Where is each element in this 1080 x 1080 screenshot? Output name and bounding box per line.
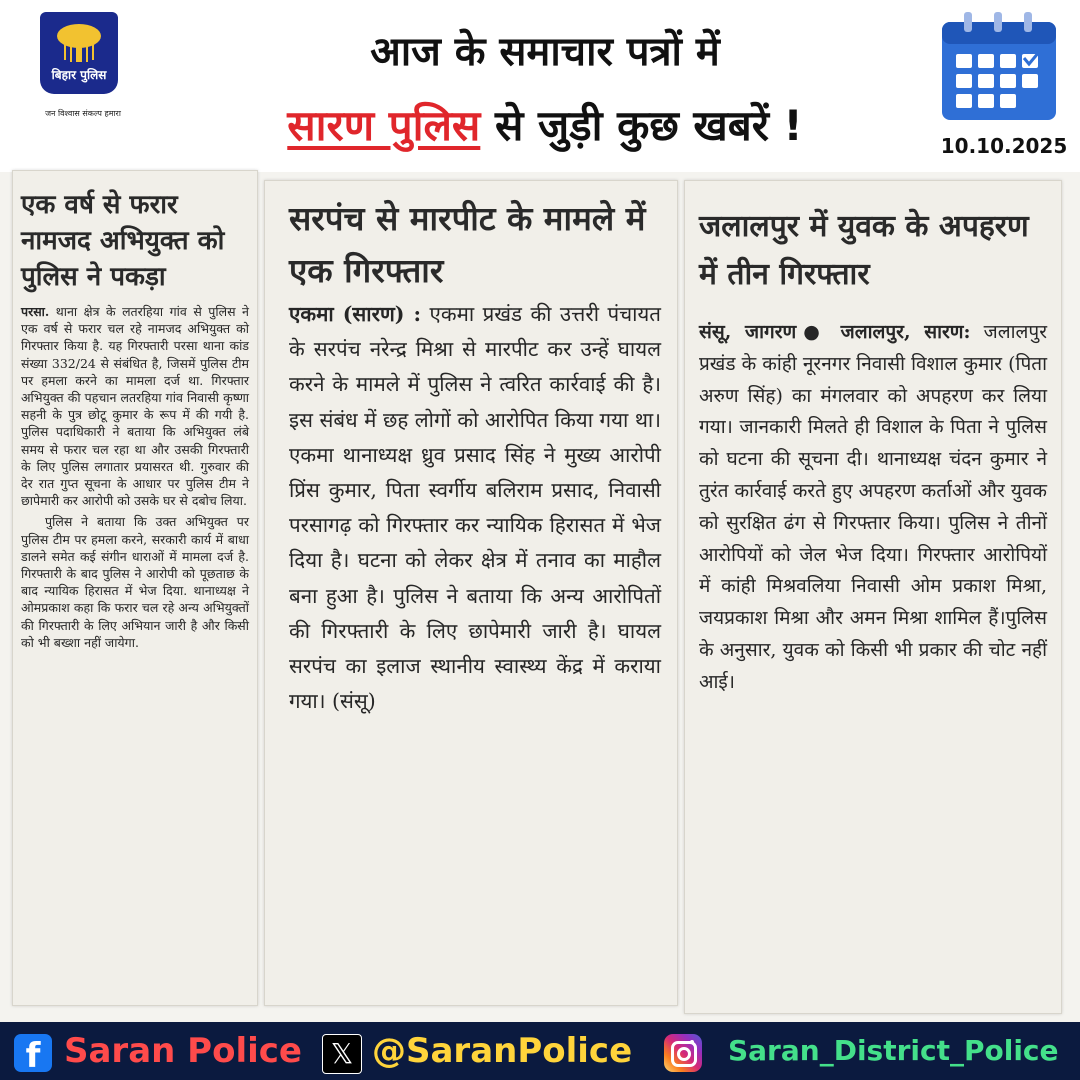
- clipping-2-dateline: एकमा (सारण) :: [289, 302, 422, 326]
- facebook-label[interactable]: Saran Police: [64, 1031, 302, 1071]
- instagram-icon[interactable]: [664, 1034, 702, 1072]
- clipping-1-dateline: परसा.: [21, 304, 50, 319]
- clipping-2-body: [289, 297, 661, 719]
- x-handle[interactable]: @SaranPolice: [372, 1031, 633, 1071]
- clipping-2-headline: सरपंच से मारपीट के मामले में एक गिरफ्तार: [289, 199, 646, 290]
- title-highlight: सारण पुलिस: [287, 101, 481, 150]
- page-title-line2: [200, 96, 890, 153]
- clipping-3-text: जलालपुर प्रखंड के कांही नूरनगर निवासी विशाल कुमार (पिता अरुण सिंह) का मंगलवार को अपहरण कर लिया गया। जानकारी मिलते ही विशाल के पिता ने पुलिस को घटना की सूचना दी। थानाध्यक्ष चंदन कुमार ने तुरंत कार्रवाई करते हुए अपहरण कर्ताओं और युवक को सुरक्षित ढंग से गिरफ्तार किया। पुलिस ने तीनों आरोपियों को जेल भेज दिया। गिरफ्तार आरोपियों में कांही मिश्रवलिया निवासी ओम प्रकाश मिश्रा, जयप्रकाश मिश्रा और अमन मिश्रा शामिल हैं।पुलिस के अनुसार, युवक को किसी भी प्रकार की चोट नहीं आई।: [699, 321, 1048, 693]
- footer-social-bar: [0, 1022, 1080, 1080]
- page-title-line1: आज के समाचार पत्रों में: [370, 29, 720, 75]
- calendar-icon: [934, 10, 1064, 122]
- banyan-tree-icon: [54, 22, 104, 64]
- clipping-3-dateline: संसू, जागरण● जलालपुर, सारण:: [699, 321, 971, 343]
- news-clipping-1: [12, 170, 258, 1006]
- header: [0, 0, 1080, 172]
- x-logo-icon[interactable]: 𝕏: [322, 1034, 362, 1074]
- clipping-3-headline: जलालपुर में युवक के अपहरण में तीन गिरफ्तार: [699, 209, 1029, 292]
- bihar-police-logo: [40, 12, 118, 94]
- tagline: जन विश्वास संकल्प हमारा: [45, 109, 121, 118]
- clipping-1-text-1: थाना क्षेत्र के लतरहिया गांव से पुलिस ने एक वर्ष से फरार चल रहे नामजद अभियुक्त को गिरफ्तार किया है. यह गिरफ्तारी परसा थाना कांड संख्या 332/24 से संबंधित है, जिसमें पुलिस टीम पर हमला करने का मामला दर्ज था. गिरफ्तार अभियुक्त की पहचान लतरहिया गांव निवासी कृष्णा सहनी के पुत्र छोटू कुमार के रूप में की गयी है. पुलिस पदाधिकारी ने बताया कि अभियुक्त लंबे समय से फरार चल रहा था और उसकी गिरफ्तारी के लिए पुलिस लगातार प्रयासरत थी. गुरुवार की देर रात गुप्त सूचना के आधार पर पुलिस टीम ने छापेमारी कर आरोपी को उसके घर से दबोच लिया.: [21, 304, 249, 509]
- news-clipping-2: [264, 180, 678, 1006]
- clipping-1-paragraph-1: [21, 303, 249, 509]
- date: 10.10.2025: [940, 134, 1068, 158]
- clipping-1-headline: एक वर्ष से फरार नामजद अभियुक्त को पुलिस ने पकड़ा: [21, 190, 225, 292]
- news-clipping-3: [684, 180, 1062, 1014]
- clipping-1-paragraph-2: पुलिस ने बताया कि उक्त अभियुक्त पर पुलिस टीम पर हमला करने, सरकारी कार्य में बाधा डालने समेत कई संगीन धाराओं में मामला दर्ज है. गिरफ्तारी के बाद पुलिस ने आरोपी को पूछताछ के बाद न्यायिक हिरासत में भेज दिया. थानाध्यक्ष ने ओमप्रकाश कहा कि फरार चल रहे अन्य अभियुक्तों की गिरफ्तारी के लिए अभियान जारी है और किसी को भी बख्शा नहीं जायेगा.: [21, 514, 249, 650]
- clipping-3-body: [699, 317, 1047, 699]
- facebook-icon[interactable]: f: [14, 1034, 52, 1072]
- clipping-2-text: एकमा प्रखंड की उत्तरी पंचायत के सरपंच नरेन्द्र मिश्रा से मारपीट कर उन्हें घायल करने के मामले में पुलिस ने त्वरित कार्रवाई की है। इस संबंध में छह लोगों को आरोपित किया गया था। एकमा थानाध्यक्ष ध्रुव प्रसाद सिंह ने मुख्य आरोपी प्रिंस कुमार, पिता स्वर्गीय बलिराम प्रसाद, निवासी परसागढ़ को गिरफ्तार कर न्यायिक हिरासत में भेज दिया है। घटना को लेकर क्षेत्र में तनाव का माहौल बना हुआ है। पुलिस ने बताया कि अन्य आरोपितों की गिरफ्तारी के लिए छापेमारी जारी है। घायल सरपंच का इलाज स्थानीय स्वास्थ्य केंद्र में कराया गया। (संसू): [289, 302, 661, 714]
- instagram-handle[interactable]: Saran_District_Police: [728, 1034, 1059, 1067]
- title-rest: से जुड़ी कुछ खबरें !: [480, 101, 803, 150]
- logo-text: बिहार पुलिस: [51, 68, 107, 82]
